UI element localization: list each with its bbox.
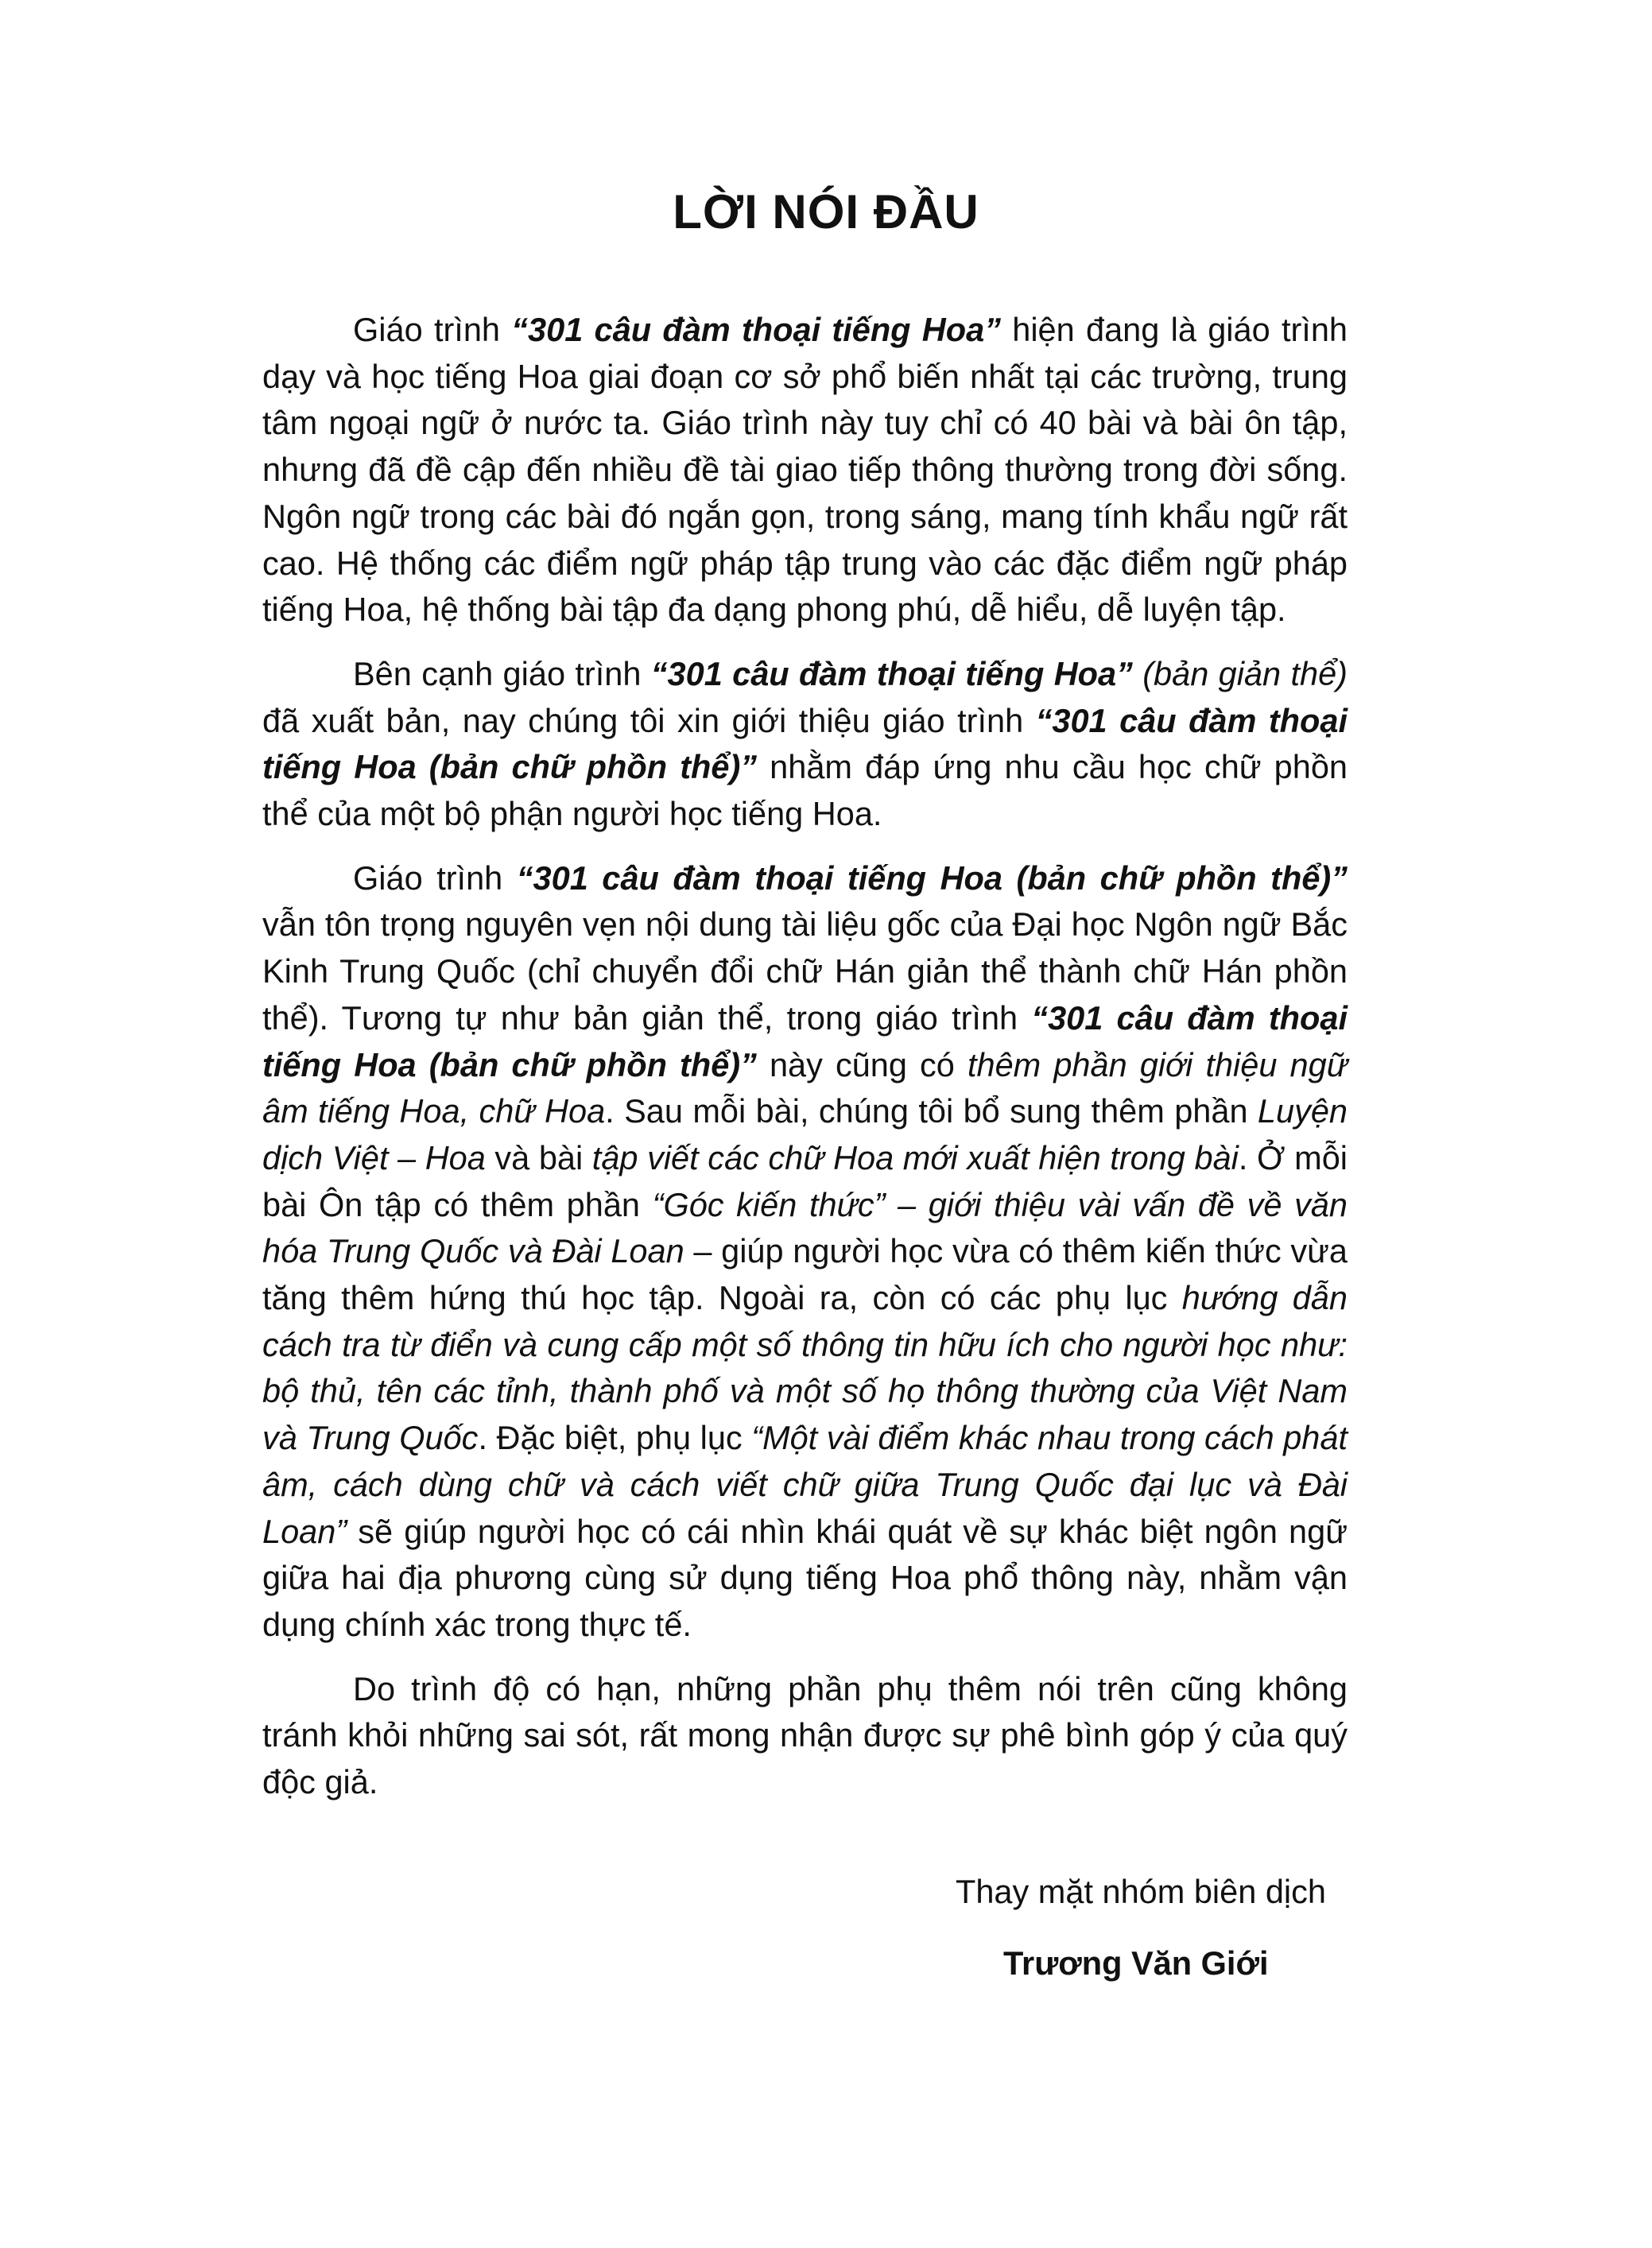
p2-text-a: Bên cạnh giáo trình bbox=[353, 654, 651, 692]
paragraph-4: Do trình độ có hạn, những phần phụ thêm nói trên cũng không tránh khỏi những sai sót, rất mong nhận được sự phê bình góp ý của quý độc giả. bbox=[262, 1669, 1348, 1801]
p3-text-k: . Ở mỗi bài Ôn tập có thêm phần bbox=[262, 1138, 1348, 1223]
p3-text-e: này cũng có bbox=[756, 1045, 968, 1083]
p3-text-q: sẽ giúp người học có cái nhìn khái quát về sự khác biệt ngôn ngữ giữa hai địa phương cùng sử dụng tiếng Hoa phổ thông này, nhằm vận dụng chính xác trong thực tế. bbox=[262, 1512, 1348, 1643]
p2-text-g: nhằm đáp ứng nhu cầu học chữ phồn thể của một bộ phận người học tiếng Hoa. bbox=[262, 748, 1348, 833]
p3-text-c: vẫn tôn trọng nguyên vẹn nội dung tài liệu gốc của Đại học Ngôn ngữ Bắc Kinh Trung Quốc (chỉ chuyển đổi chữ Hán giản thể thành chữ Hán phồn thể). Tương tự như bản giản thể, trong giáo trình bbox=[262, 905, 1348, 1037]
signoff-line: Thay mặt nhóm biên dịch bbox=[956, 1873, 1326, 1910]
p3-italic-f: thêm phần giới thiệu ngữ âm tiếng Hoa, chữ Hoa bbox=[262, 1045, 1348, 1130]
p2-edition-note: (bản giản thể) bbox=[1142, 654, 1348, 692]
p3-italic-n: hướng dẫn cách tra từ điển và cung cấp một số thông tin hữu ích cho người học như: bộ thủ, tên các tỉnh, thành phố và một số họ thông thường của Việt Nam và Trung Quốc bbox=[262, 1279, 1348, 1457]
p3-italic-h: Luyện dịch Việt – Hoa bbox=[262, 1092, 1348, 1176]
p1-text-c: hiện đang là giáo trình dạy và học tiếng Hoa giai đoạn cơ sở phổ biến nhất tại các trường, trung tâm ngoại ngữ ở nước ta. Giáo trình này tuy chỉ có 40 bài và bài ôn tập, nhưng đã đề cập đến nhiều đề tài giao tiếp thông thường trong đời sống. Ngôn ngữ trong các bài đó ngắn gọn, trong sáng, mang tính khẩu ngữ rất cao. Hệ thống các điểm ngữ pháp tập trung vào các đặc điểm ngữ pháp tiếng Hoa, hệ thống bài tập đa dạng phong phú, dễ hiểu, dễ luyện tập. bbox=[262, 311, 1348, 629]
p1-book-title: “301 câu đàm thoại tiếng Hoa” bbox=[511, 311, 1001, 348]
p2-text-e: đã xuất bản, nay chúng tôi xin giới thiệu giáo trình bbox=[262, 701, 1036, 739]
page-title: LỜI NÓI ĐẦU bbox=[673, 185, 979, 238]
p3-italic-j: tập viết các chữ Hoa mới xuất hiện trong bài bbox=[591, 1138, 1239, 1176]
signer-name: Trương Văn Giới bbox=[1003, 1944, 1269, 1982]
p3-text-i: và bài bbox=[485, 1138, 592, 1176]
paragraph-1 bbox=[262, 307, 1348, 634]
p2-text-c bbox=[1133, 655, 1142, 692]
p3-book-title-2: “301 câu đàm thoại tiếng Hoa (bản chữ phồn thể)” bbox=[262, 998, 1348, 1083]
p3-book-title: “301 câu đàm thoại tiếng Hoa (bản chữ phồn thể)” bbox=[516, 859, 1348, 897]
p2-book-title: “301 câu đàm thoại tiếng Hoa” bbox=[650, 654, 1133, 692]
p3-text-m: – giúp người học vừa có thêm kiến thức vừa tăng thêm hứng thú học tập. Ngoài ra, còn có các phụ lục bbox=[262, 1232, 1348, 1317]
p3-text-a: Giáo trình bbox=[353, 859, 517, 897]
p3-text-o: . Đặc biệt, phụ lục bbox=[478, 1419, 752, 1457]
p1-text-a: Giáo trình bbox=[353, 311, 512, 348]
p3-text-g: . Sau mỗi bài, chúng tôi bổ sung thêm phần bbox=[605, 1092, 1258, 1130]
preface-body bbox=[262, 307, 1348, 1824]
paragraph-3 bbox=[262, 855, 1348, 1649]
p3-italic-l: “Góc kiến thức” – giới thiệu vài vấn đề về văn hóa Trung Quốc và Đài Loan bbox=[262, 1185, 1348, 1270]
p2-book-title-traditional: “301 câu đàm thoại tiếng Hoa (bản chữ phồn thể)” bbox=[262, 701, 1348, 786]
paragraph-2 bbox=[262, 651, 1348, 838]
p3-italic-p: “Một vài điểm khác nhau trong cách phát âm, cách dùng chữ và cách viết chữ giữa Trung Quốc đại lục và Đài Loan” bbox=[262, 1419, 1348, 1550]
